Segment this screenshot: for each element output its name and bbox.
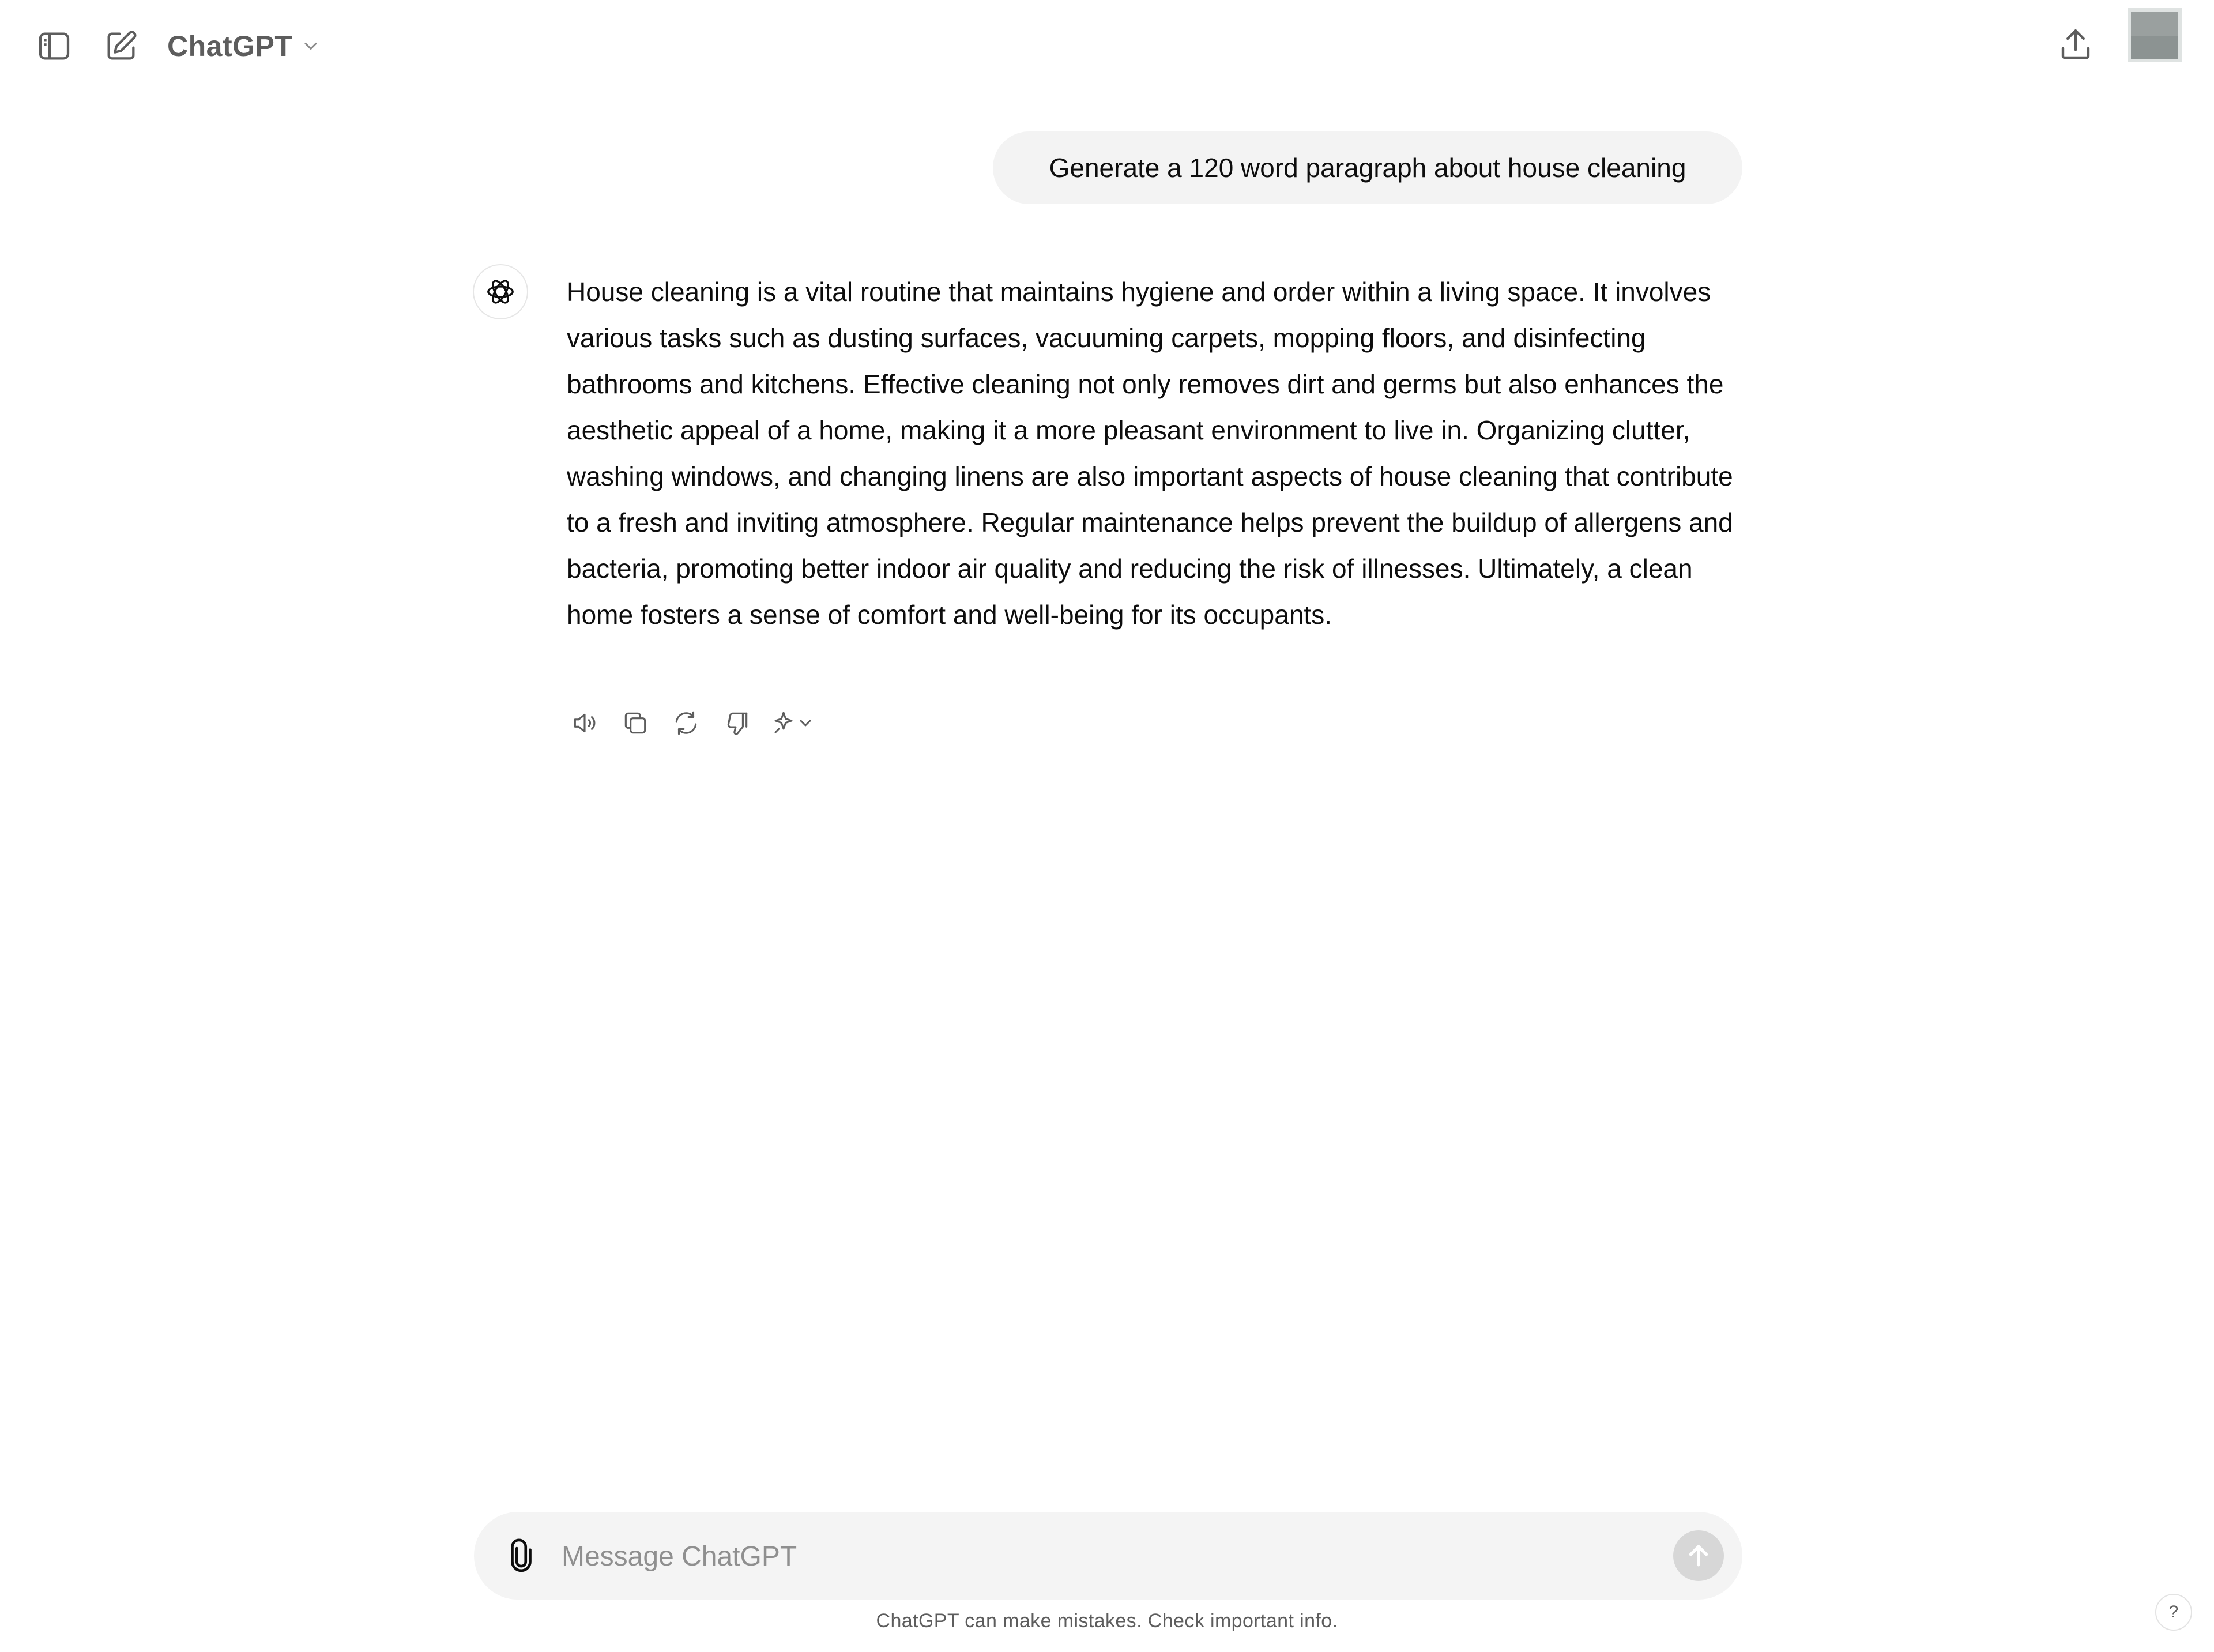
message-composer bbox=[474, 1512, 1742, 1600]
share-icon bbox=[2057, 26, 2095, 64]
avatar[interactable] bbox=[2128, 8, 2182, 62]
user-message-text: Generate a 120 word paragraph about house cleaning bbox=[1049, 153, 1686, 183]
new-chat-button[interactable] bbox=[100, 25, 142, 67]
help-button[interactable] bbox=[2155, 1594, 2192, 1631]
share-button[interactable] bbox=[2053, 22, 2099, 68]
chevron-down-icon bbox=[300, 36, 321, 57]
send-button[interactable] bbox=[1673, 1530, 1724, 1581]
help-label: ? bbox=[2168, 1602, 2179, 1621]
openai-logo-icon bbox=[483, 274, 518, 309]
assistant-avatar bbox=[473, 264, 528, 319]
user-message-bubble bbox=[993, 131, 1742, 204]
read-aloud-icon bbox=[570, 709, 599, 737]
sidebar-toggle-button[interactable] bbox=[33, 25, 75, 67]
read-aloud-button[interactable] bbox=[567, 705, 603, 741]
message-input[interactable] bbox=[560, 1533, 1531, 1580]
thumbs-down-button[interactable] bbox=[719, 705, 755, 741]
attach-file-button[interactable] bbox=[500, 1535, 542, 1576]
regenerate-button[interactable] bbox=[668, 705, 704, 741]
assistant-message-text: House cleaning is a vital routine that maintains hygiene and order within a living space. It involves various tasks such as dusting surfaces, vacuuming carpets, mopping floors, and disinfecting bathrooms and kitchens. Effective cleaning not only removes dirt and germs but also enhances the aesthetic appeal of a home, making it a more pleasant environment to live in. Organizing clutter, washing windows, and changing linens are also important aspects of house cleaning that contribute to a fresh and inviting atmosphere. Regular maintenance helps prevent the buildup of allergens and bacteria, promoting better indoor air quality and reducing the risk of illnesses. Ultimately, a clean home fosters a sense of comfort and well-being for its occupants. bbox=[567, 277, 1733, 630]
edit-icon bbox=[103, 28, 140, 65]
model-selector[interactable] bbox=[167, 23, 321, 69]
paperclip-icon bbox=[503, 1538, 539, 1574]
change-model-button[interactable] bbox=[770, 705, 823, 741]
disclaimer-text: ChatGPT can make mistakes. Check important info. bbox=[876, 1610, 1338, 1632]
copy-icon bbox=[621, 709, 650, 737]
avatar-image bbox=[2131, 12, 2178, 36]
regenerate-icon bbox=[672, 709, 701, 737]
model-name: ChatGPT bbox=[167, 30, 293, 62]
top-bar bbox=[0, 0, 2214, 92]
arrow-up-icon bbox=[1683, 1540, 1714, 1571]
assistant-action-bar bbox=[567, 705, 823, 742]
copy-button[interactable] bbox=[617, 705, 653, 741]
sparkle-model-icon bbox=[771, 709, 822, 737]
thumbs-down-icon bbox=[722, 709, 751, 737]
sidebar-icon bbox=[36, 28, 73, 65]
